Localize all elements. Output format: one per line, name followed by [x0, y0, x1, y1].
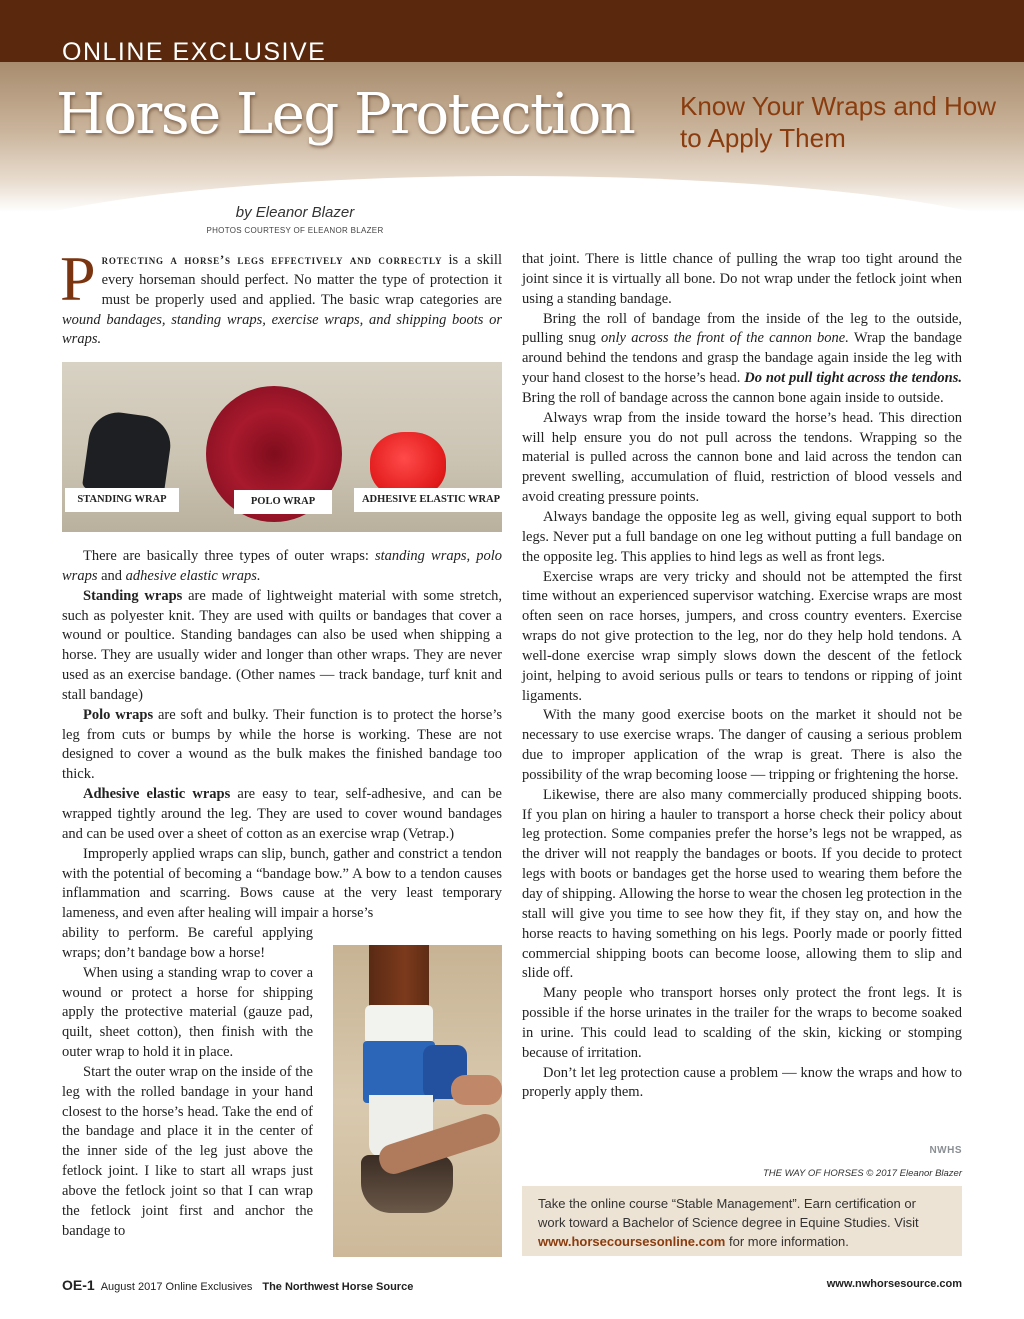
- course-link[interactable]: www.horsecoursesonline.com: [538, 1234, 726, 1249]
- paragraph-opposite-leg: Always bandage the opposite leg as well, giving equal support to both legs. Never put a full bandage on one leg without putting a full bandage on the opposite leg. This applies to hind legs as well as front legs.: [522, 508, 962, 565]
- page-number: OE-1: [62, 1277, 95, 1293]
- paragraph-start-wrap: Start the outer wrap on the inside of the leg with the rolled bandage in your hand closest to the horse’s head. Take the end of the bandage and place it in the center of the inner side of the leg just above the fetlock joint. I like to start all wraps just above the fetlock joint so that I can wrap the fetlock joint first and anchor the bandage to: [62, 1063, 313, 1239]
- bandaging-photo: [333, 945, 502, 1257]
- wraps-photo: [62, 362, 502, 532]
- paragraph-front-legs: Many people who transport horses only protect the front legs. It is possible if the horse urinates in the trailer for the wraps to become soaked in urine. This could lead to scalding of the skin, kicking or stomping because of irritation.: [522, 985, 962, 1061]
- paragraph-shipping-boots: Likewise, there are also many commercially produced shipping boots. If you plan on hiring a hauler to transport a horse check their policy about leg protection. Some companies prefer the horse’s legs not be wrapped, as the driver will not reapply the bandages or boots. If you decide to protect legs with boots or bandages get the horse used to wearing them before the day of shipping. Allowing the horse to wear the chosen leg protection in the stall will give you time to see how they fit, if they stay on, and how the horse reacts to having something on his legs. Poorly made or poorly fitted commercial shipping boots can become loose, allowing them to slip and slide off.: [522, 786, 962, 982]
- paragraph-improper-cont: ability to perform. Be careful applying wraps; don’t bandage bow a horse!: [62, 925, 313, 961]
- callout-after: for more information.: [725, 1234, 849, 1249]
- standing-wrap-roll: [82, 409, 174, 500]
- left-column-intro: [60, 243, 502, 350]
- nwhs-mark: NWHS: [929, 1145, 962, 1156]
- intro-paragraph: [60, 243, 502, 350]
- course-callout: [522, 1186, 962, 1256]
- intro-lead: rotecting a horse’s legs effectively and correctly: [101, 252, 443, 267]
- drop-cap: P: [60, 243, 96, 314]
- article-subtitle: Know Your Wraps and How to Apply Them: [680, 91, 997, 153]
- article-title: Horse Leg Protection: [56, 82, 635, 147]
- intro-categories: wound bandages, standing wraps, exercise wraps, and shipping boots or wraps.: [62, 311, 502, 348]
- intro-text: is a skill every horseman should perfect. No matter the type of protection it must be properly used and applied. The basic wrap categories are: [101, 252, 502, 308]
- paragraph-improper: Improperly applied wraps can slip, bunch, gather and constrict a tendon with the potential of becoming a “bandage bow.” A bow to a tendon causes inflammation and scarring. Bows cause at the very least temporary lameness, and even after healing will impair a horse’s: [62, 845, 502, 922]
- paragraph-exercise-wraps: Exercise wraps are very tricky and should not be attempted the first time without an experienced supervisor watching. Exercise wraps are most often seen on race horses, jumpers, and cross country eventers. Exercise wraps do not give protection to the leg, nor do they help hold tendons. A well-done exercise wrap simply slows down the descent of the fetlock joint, helping to avoid serious pulls or tears to tendons or ripping of joint ligaments.: [522, 568, 962, 704]
- paragraph-bring-roll: Bring the roll of bandage from the inside of the leg to the outside, pulling snug only across the front of the cannon bone. Wrap the bandage around behind the tendons and grasp the bandage again inside the leg with your hand closest to the horse’s head. Do not pull tight across the tendons. Bring the roll of bandage across the cannon bone again inside to outside.: [522, 310, 962, 406]
- left-column-body: [62, 547, 502, 924]
- footer-left: [62, 1277, 413, 1293]
- byline: by Eleanor Blazer: [235, 204, 355, 221]
- footer-issue: August 2017 Online Exclusives: [100, 1281, 253, 1293]
- paragraph-standing-use: When using a standing wrap to cover a wound or protect a horse for shipping apply the protective material (gauze pad, quilt, sheet cotton), then finish with the outer wrap to hold it in place.: [62, 964, 313, 1061]
- white-bandage-top: [365, 1005, 433, 1045]
- paragraph-adhesive-wraps: Adhesive elastic wraps are easy to tear, self-adhesive, and can be wrapped tightly around the leg. They are used to cover wound bandages and can be used over a sheet of cotton as an exercise wrap (Vetrap.): [62, 786, 502, 842]
- paragraph-polo-wraps: Polo wraps are soft and bulky. Their function is to protect the horse’s leg from cuts or bumps by while the horse is working. These are not designed to cover a wound as the bulk makes the finished bandage too thick.: [62, 706, 503, 783]
- callout-text: Take the online course “Stable Management”. Earn certification or work toward a Bachelor of Science degree in Equine Studies. Visit: [538, 1196, 919, 1230]
- photo-credit: PHOTOS COURTESY OF ELEANOR BLAZER: [206, 226, 384, 235]
- paragraph-exercise-boots: With the many good exercise boots on the market it should not be necessary to use exercise wraps. The danger of causing a serious problem due to improper application of the wrap is great. There is also the possibility of the wrap becoming loose — tripping or frightening the horse.: [522, 707, 962, 783]
- footer-publication: The Northwest Horse Source: [262, 1281, 414, 1293]
- left-column-narrow: [62, 924, 313, 1242]
- paragraph-standing-wraps: Standing wraps are made of lightweight material with some stretch, such as polyester knit. They are used with quilts or bandages that cover a wound or poultice. Standing bandages can also be used when shipping a horse. They are usually wider and longer than other wraps. They are never used as an exercise bandage. (Other names — track bandage, turf knit and stall bandage): [62, 587, 503, 703]
- section-kicker: ONLINE EXCLUSIVE: [62, 38, 327, 66]
- label-standing-wrap: STANDING WRAP: [65, 488, 179, 512]
- paragraph-inside-toward: Always wrap from the inside toward the horse’s head. This direction will help ensure you do not pull across the tendons. Wrapping so the material is pulled across the cannon bone and laid across the tendon can prevent swelling, accumulation of fluid, restriction of blood vessels and avoid creating pressure points.: [522, 409, 962, 506]
- hand-right: [451, 1075, 502, 1105]
- label-adhesive-wrap: ADHESIVE ELASTIC WRAP: [354, 488, 502, 512]
- paragraph-types: There are basically three types of outer wraps: standing wraps, polo wraps and adhesive elastic wraps.: [62, 548, 502, 584]
- paragraph-conclusion: Don’t let leg protection cause a problem — know the wraps and how to properly apply them.: [522, 1064, 962, 1101]
- copyright-line: THE WAY OF HORSES © 2017 Eleanor Blazer: [762, 1168, 962, 1179]
- footer-website[interactable]: www.nwhorsesource.com: [826, 1278, 962, 1290]
- label-polo-wrap: POLO WRAP: [234, 490, 332, 514]
- right-column: [522, 250, 962, 1103]
- paragraph-joint: that joint. There is little chance of pulling the wrap too tight around the joint since it is virtually all bone. Do not wrap under the fetlock joint when using a standing bandage.: [522, 251, 962, 307]
